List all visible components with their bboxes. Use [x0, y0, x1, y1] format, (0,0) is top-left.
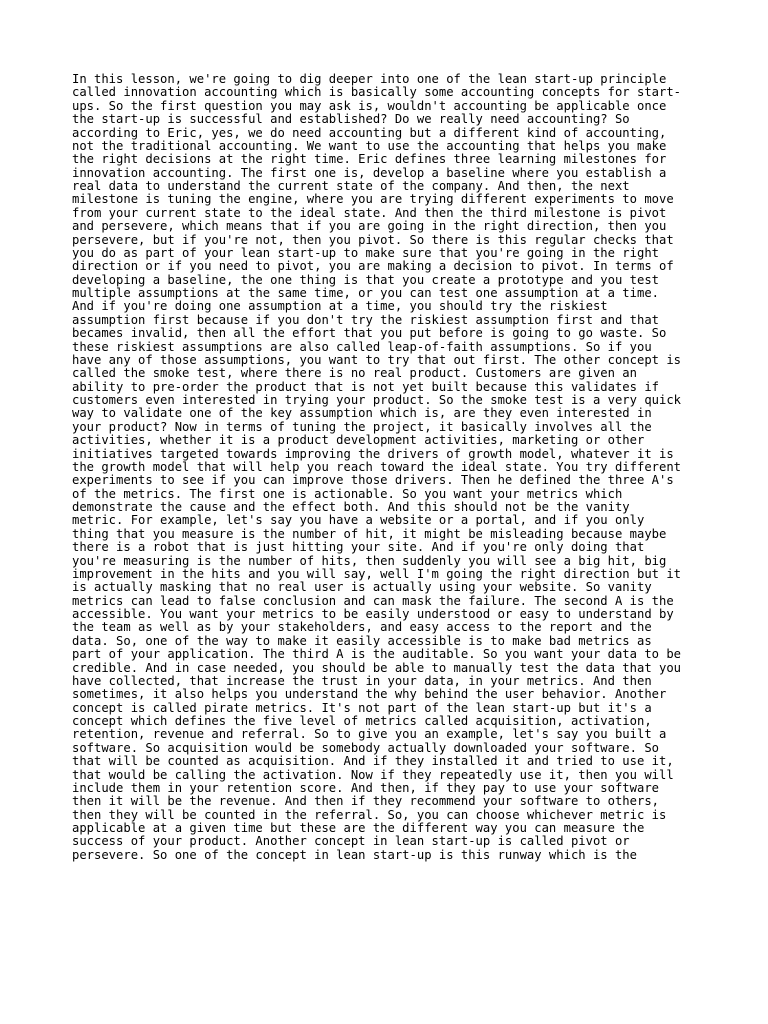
text-line: these riskiest assumptions are also called leap-of-faith assumptions. So if you	[72, 339, 652, 354]
text-line: the team as well as by your stakeholders, and easy access to the report and the	[72, 620, 652, 635]
document-page	[72, 73, 712, 862]
text-line: real data to understand the current state of the company. And then, the next	[72, 179, 630, 193]
text-line: applicable at a given time but these are the different way you can measure the	[72, 821, 645, 835]
text-line: part of your application. The third A is the auditable. So you want your data to be	[72, 647, 682, 662]
text-line: have any of those assumptions, you want to try that out first. The other concept is	[72, 352, 682, 367]
text-line: of the metrics. The first one is actionable. So you want your metrics which	[72, 486, 623, 501]
text-line: then they will be counted in the referral. So, you can choose whichever metric is	[72, 807, 667, 822]
text-line: your product? Now in terms of tuning the project, it basically involves all the	[72, 419, 652, 434]
text-line: called the smoke test, where there is no real product. Customers are given an	[72, 366, 637, 381]
text-line: called innovation accounting which is basically some accounting concepts for start-	[72, 85, 682, 100]
text-line: metric. For example, let's say you have a website or a portal, and if you only	[72, 513, 645, 528]
text-line: not the traditional accounting. We want to use the accounting that helps you make	[72, 138, 667, 153]
text-line: that would be calling the activation. Now if they repeatedly use it, then you will	[72, 767, 674, 782]
text-line: activities, whether it is a product development activities, marketing or other	[72, 433, 645, 448]
text-line: the right decisions at the right time. Eric defines three learning milestones for	[72, 152, 667, 167]
text-line: ability to pre-order the product that is not yet built because this validates if	[72, 379, 659, 394]
text-line: persevere, but if you're not, then you pivot. So there is this regular checks that	[72, 232, 674, 247]
text-line: the growth model that will help you reach toward the ideal state. You try different	[72, 459, 682, 474]
text-line: then it will be the revenue. And then if they recommend your software to others,	[72, 794, 659, 809]
text-line: include them in your retention score. And then, if they pay to use your software	[72, 780, 659, 795]
text-line: success of your product. Another concept in lean start-up is called pivot or	[72, 834, 630, 849]
text-line: software. So acquisition would be somebody actually downloaded your software. So	[72, 740, 659, 755]
text-line: becames invalid, then all the effort that you put before is going to go waste. So	[72, 326, 667, 341]
text-line: developing a baseline, the one thing is that you create a prototype and you test	[72, 272, 659, 287]
text-line: direction or if you need to pivot, you are making a decision to pivot. In terms of	[72, 259, 674, 274]
text-line: is actually masking that no real user is actually using your website. So vanity	[72, 580, 652, 595]
text-line: retention, revenue and referral. So to give you an example, let's say you built a	[72, 727, 667, 742]
text-line: And if you're doing one assumption at a time, you should try the riskiest	[72, 299, 608, 314]
text-line: thing that you measure is the number of hit, it might be misleading because maybe	[72, 526, 667, 541]
text-line: In this lesson, we're going to dig deeper into one of the lean start-up principle	[72, 72, 667, 86]
text-line: multiple assumptions at the same time, or you can test one assumption at a time.	[72, 286, 659, 300]
text-line: that will be counted as acquisition. And if they installed it and tried to use it,	[72, 754, 674, 769]
text-line: customers even interested in trying your product. So the smoke test is a very quick	[72, 393, 682, 407]
text-line: initiatives targeted towards improving the drivers of growth model, whatever it is	[72, 446, 674, 461]
text-line: you do as part of your lean start-up to make sure that you're going in the right	[72, 245, 659, 260]
text-line: improvement in the hits and you will say, well I'm going the right direction but it	[72, 566, 682, 581]
text-line: according to Eric, yes, we do need accounting but a different kind of accounting,	[72, 125, 667, 140]
text-line: assumption first because if you don't try the riskiest assumption first and that	[72, 312, 659, 327]
text-line: credible. And in case needed, you should be able to manually test the data that you	[72, 660, 682, 675]
text-line: there is a robot that is just hitting your site. And if you're only doing that	[72, 540, 645, 555]
text-line: concept which defines the five level of metrics called acquisition, activation,	[72, 714, 652, 728]
text-line: from your current state to the ideal state. And then the third milestone is pivot	[72, 205, 667, 220]
text-line: you're measuring is the number of hits, then suddenly you will see a big hit, big	[72, 553, 667, 568]
text-line: ups. So the first question you may ask is, wouldn't accounting be applicable once	[72, 98, 667, 113]
text-line: have collected, that increase the trust in your data, in your metrics. And then	[72, 673, 652, 688]
text-line: way to validate one of the key assumption which is, are they even interested in	[72, 406, 652, 421]
text-line: innovation accounting. The first one is, develop a baseline where you establish a	[72, 165, 667, 180]
text-line: demonstrate the cause and the effect both. And this should not be the vanity	[72, 500, 630, 514]
text-line: concept is called pirate metrics. It's not part of the lean start-up but it's a	[72, 700, 652, 715]
text-line: sometimes, it also helps you understand the why behind the user behavior. Another	[72, 687, 667, 702]
text-line: metrics can lead to false conclusion and can mask the failure. The second A is the	[72, 593, 674, 608]
text-line: and persevere, which means that if you are going in the right direction, then you	[72, 219, 667, 234]
text-line: accessible. You want your metrics to be easily understood or easy to understand by	[72, 607, 674, 621]
text-line: milestone is tuning the engine, where you are trying different experiments to move	[72, 192, 674, 207]
text-line: experiments to see if you can improve those drivers. Then he defined the three A's	[72, 473, 674, 488]
text-line: the start-up is successful and established? Do we really need accounting? So	[72, 112, 630, 127]
text-line: persevere. So one of the concept in lean start-up is this runway which is the	[72, 847, 637, 862]
text-line: data. So, one of the way to make it easily accessible is to make bad metrics as	[72, 633, 652, 648]
